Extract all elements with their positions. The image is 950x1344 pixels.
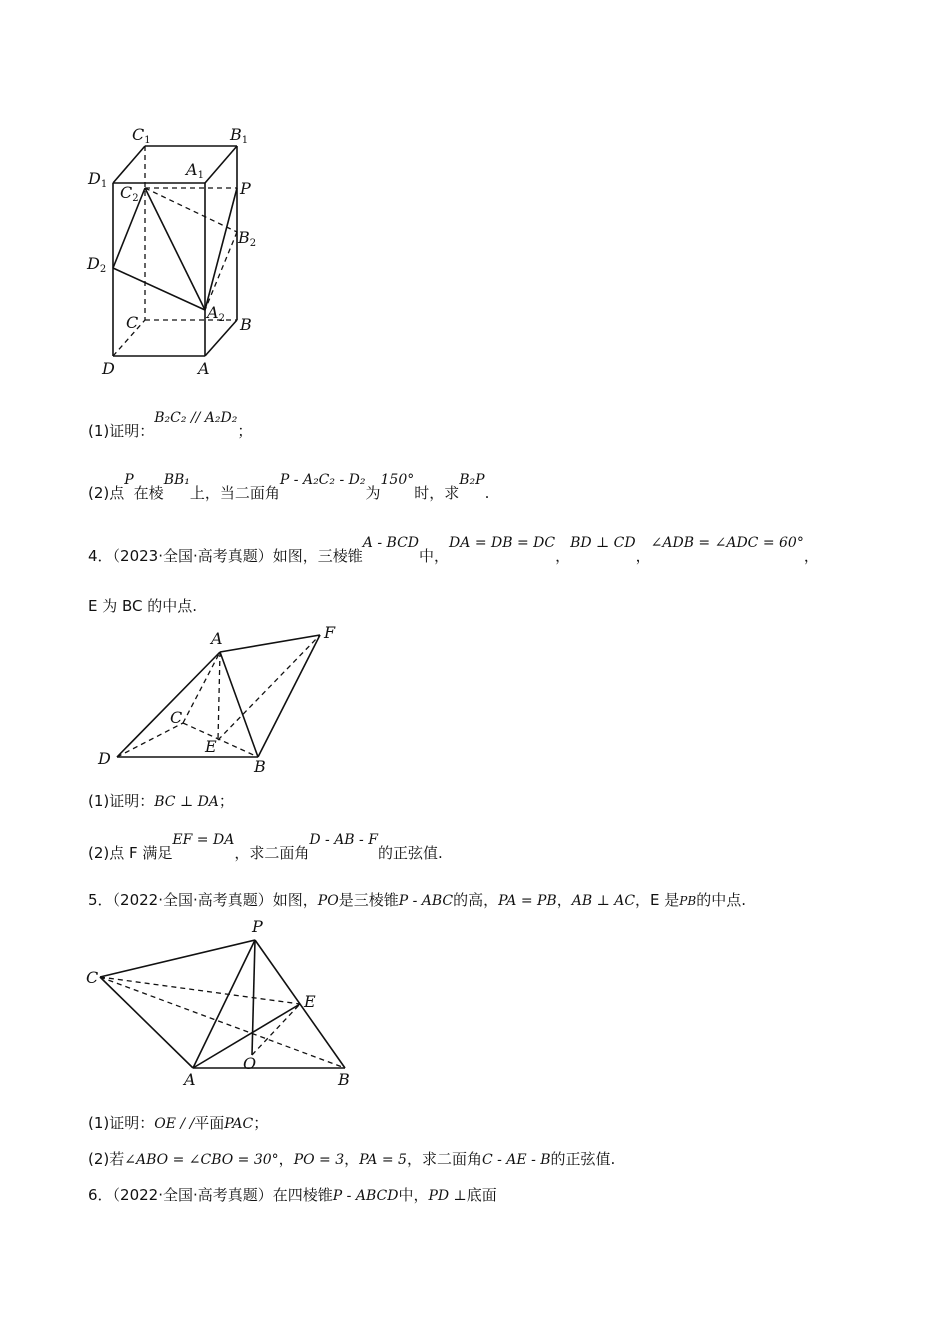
svg-text:D: D (98, 749, 111, 768)
svg-text:A1: A1 (186, 160, 204, 181)
svg-text:O: O (243, 1054, 257, 1073)
svg-text:A: A (211, 629, 223, 648)
svg-text:C1 (132, 125, 151, 146)
label-C: C (132, 125, 145, 144)
svg-text:B: B (254, 757, 266, 776)
svg-text:D1: D1 (88, 169, 108, 190)
q4-stem-line2: E 为 BC 的中点. (88, 597, 198, 615)
svg-text:D2: D2 (87, 254, 107, 275)
svg-text:B2: B2 (238, 228, 257, 249)
svg-text:F: F (324, 623, 336, 642)
svg-text:E: E (205, 737, 217, 756)
svg-text:C: C (170, 708, 183, 727)
q5-figure (80, 915, 370, 1090)
svg-text:A: A (184, 1070, 196, 1089)
q4-part2: (2)点 F 满足EF = DA，求二面角D - AB - F的正弦值. (88, 832, 443, 862)
svg-text:A: A (198, 359, 210, 378)
q3-part1: (1)证明：B₂C₂ // A₂D₂； (88, 410, 253, 440)
q4-stem: 4．（2023·全国·高考真题）如图，三棱锥A - BCD中，DA = DB = DC，BD ⊥ CD，∠ADB = ∠ADC = 60°， (88, 535, 819, 565)
svg-text:P: P (240, 179, 251, 198)
q5-part2: (2)若∠ABO = ∠CBO = 30°，PO = 3，PA = 5，求二面角C - AE - B的正弦值. (88, 1150, 616, 1168)
svg-text:A2: A2 (207, 303, 225, 324)
svg-text:B1: B1 (230, 125, 249, 146)
svg-text:D: D (102, 359, 115, 378)
svg-text:B: B (338, 1070, 350, 1089)
prism-figure (80, 120, 270, 385)
svg-text:P: P (252, 917, 263, 936)
svg-text:C: C (126, 313, 139, 332)
svg-text:C2: C2 (120, 183, 139, 204)
q6-stem: 6．（2022·全国·高考真题）在四棱锥P - ABCD中，PD ⊥底面 (88, 1186, 497, 1204)
q4-part1: (1)证明：BC ⊥ DA； (88, 792, 234, 810)
q4-figure (90, 622, 360, 782)
label-sub: 1 (144, 135, 151, 146)
svg-text:E: E (304, 992, 316, 1011)
q3-part2: (2)点P在棱BB₁上，当二面角P - A₂C₂ - D₂为150°时，求B₂P. (88, 472, 490, 502)
q5-part1: (1)证明：OE / /平面PAC； (88, 1114, 269, 1132)
q5-stem: 5．（2022·全国·高考真题）如图，PO是三棱锥P - ABC的高，PA = PB，AB ⊥ AC，E 是PB的中点. (88, 891, 746, 909)
svg-text:C: C (86, 968, 99, 987)
svg-text:B: B (240, 315, 252, 334)
